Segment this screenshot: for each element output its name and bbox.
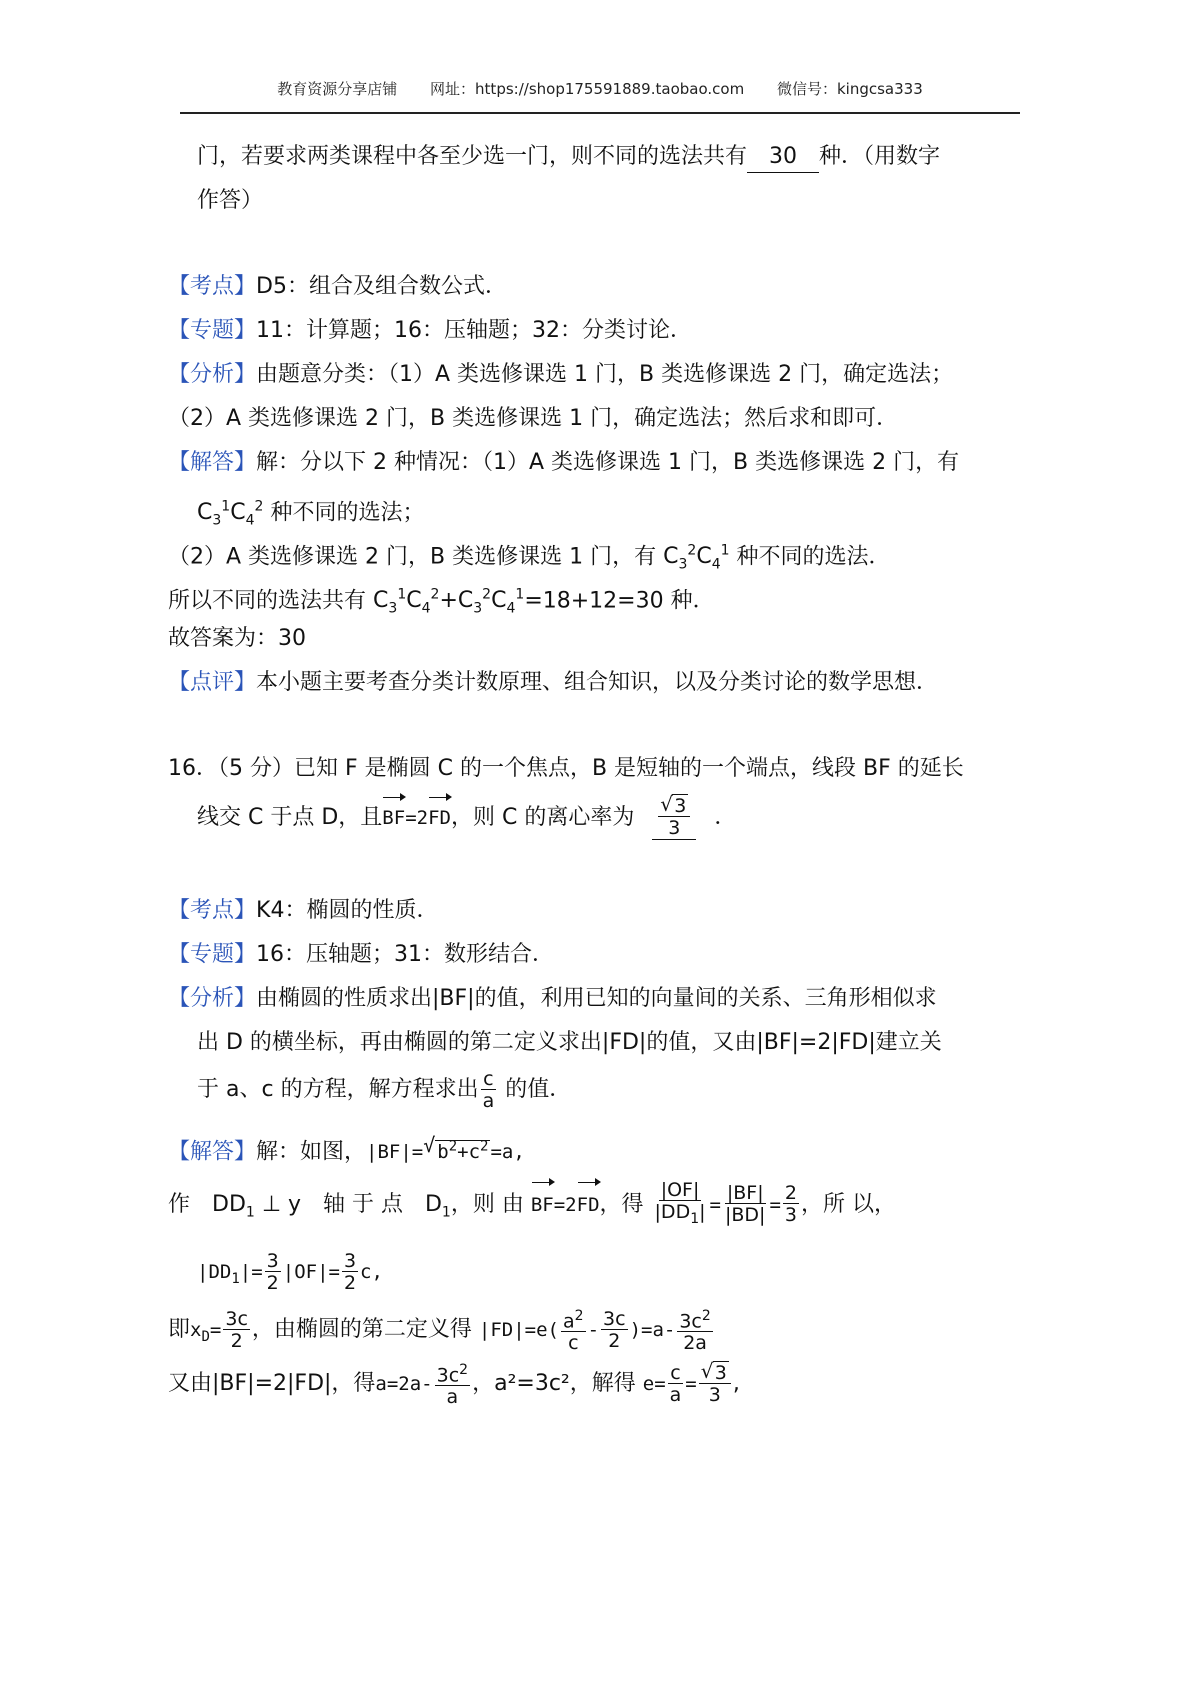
q15-jieda4: 所以不同的选法共有 $C_3^1C_4^2+C_3^2C_4^1=18+12=30$ 种．: [168, 587, 715, 617]
q15-jieda3: （2）A 类选修课选 2 门，B 类选修课选 1 门，有 $C_3^2C_4^1$ 种不同的选法．: [168, 543, 891, 573]
fraction-c-over-a: $\frac{c}{a}$: [482, 1067, 495, 1112]
q16-fenxi2: 出 D 的横坐标，再由椭圆的第二定义求出|FD|的值，又由|BF|=2|FD|建立关: [197, 1030, 942, 1055]
ratio-bf-bd: $\frac{|BF|}{|BD|}$: [724, 1182, 766, 1227]
q15-kaodian: 【考点】D5：组合及组合数公式．: [168, 274, 507, 299]
wechat-id: 微信号：kingcsa333: [776, 80, 923, 98]
q16-answer: √ $\frac{3}{3}$: [634, 796, 714, 840]
q16-kaodian: 【考点】K4：椭圆的性质．: [168, 898, 439, 923]
q15-line2: 作答）: [197, 188, 264, 213]
jieda-tag: 【解答】: [168, 1139, 257, 1165]
zhuanti-tag: 【专题】: [168, 942, 257, 967]
q15-line1: 门，若要求两类课程中各至少选一门，则不同的选法共有 30 种．（用数字: [197, 142, 940, 173]
q15-answer: 30: [747, 142, 819, 173]
kaodian-tag: 【考点】: [168, 898, 257, 923]
combination-expr: $C_3^2C_4^1$: [663, 543, 730, 573]
vector-equation: BF=2FD: [382, 807, 451, 829]
page-header: [180, 78, 1020, 114]
bf-length-expr: |BF|=√ $b^2+c^2 =a$,: [366, 1141, 525, 1163]
q15-jieda1: 【解答】解：分以下 2 种情况：（1）A 类选修课选 1 门，B 类选修课选 2 门，有: [168, 450, 960, 475]
kaodian-tag: 【考点】: [168, 274, 257, 299]
fenxi-tag: 【分析】: [168, 362, 257, 387]
q16-jieda2: 作 $DD_1$ ⊥ y 轴 于 点 $D_1$，则 由 BF=2FD，得 $\frac{|OF|}{|DD_1|}$ = $\frac{|BF|}{|BD|}$ = $\frac{2}{3}$ ，所 以，: [168, 1180, 896, 1236]
q16-jieda4: 即$x_D=$ $\frac{3c}{2}$ ，由椭圆的第二定义得 |FD|=e( $\frac{a^2}{c}$ - $\frac{3c}{2}$ )=a- $\frac{3c^2}{2a}$: [168, 1307, 711, 1355]
shop-website: 网址：https://shop175591889.taobao.com: [430, 80, 745, 98]
q15-fenxi1: 【分析】由题意分类：（1）A 类选修课选 1 门，B 类选修课选 2 门，确定选法；: [168, 362, 954, 387]
q16-fenxi1: 【分析】由椭圆的性质求出|BF|的值，利用已知的向量间的关系、三角形相似求: [168, 986, 937, 1011]
ratio-of-dd1: $\frac{|OF|}{|DD_1|}$: [654, 1179, 706, 1227]
zhuanti-tag: 【专题】: [168, 318, 257, 343]
combination-sum: $C_3^1C_4^2+C_3^2C_4^1$: [373, 587, 525, 617]
jieda-tag: 【解答】: [168, 450, 257, 475]
vector-equation: BF=2FD: [531, 1194, 600, 1216]
q15-jieda2: $C_3^1C_4^2$ 种不同的选法；: [197, 499, 425, 529]
q16-jieda5: 又由|BF|=2|FD|，得a=2a- $\frac{3c^2}{a}$ ，a²=3c²，解得 e= $\frac{c}{a}$ = √ $\frac{3}{3}$ ,: [168, 1360, 740, 1408]
q15-answer-line: 故答案为：30: [168, 626, 306, 651]
q15-fenxi2: （2）A 类选修课选 2 门，B 类选修课选 1 门，确定选法；然后求和即可．: [168, 406, 899, 431]
fenxi-tag: 【分析】: [168, 986, 257, 1011]
dianping-tag: 【点评】: [168, 670, 257, 695]
q16-line1: 16．（5 分）已知 F 是椭圆 C 的一个焦点，B 是短轴的一个端点，线段 BF 的延长: [168, 756, 964, 781]
q16-line2: 线交 C 于点 D，且BF=2FD，则 C 的离心率为 √ $\frac{3}{3}$ ．: [197, 796, 736, 840]
combination-expr: $C_3^1C_4^2$: [197, 499, 264, 529]
shop-name: 教育资源分享店铺: [277, 80, 398, 98]
q16-zhuanti: 【专题】16：压轴题；31：数形结合．: [168, 942, 555, 967]
q16-jieda3: $|DD_1|=$ $\frac{3}{2}$ |OF|= $\frac{3}{2}$ c,: [197, 1249, 383, 1294]
fraction-2-3: $\frac{2}{3}$: [784, 1182, 797, 1227]
q15-zhuanti: 【专题】11：计算题；16：压轴题；32：分类讨论．: [168, 318, 692, 343]
q16-fenxi3: 于 a、c 的方程，解方程求出 $\frac{c}{a}$ 的值．: [197, 1067, 572, 1112]
q16-jieda1: 【解答】解：如图，|BF|=√ $b^2+c^2 =a$,: [168, 1132, 525, 1167]
q15-dianping: 【点评】本小题主要考查分类计数原理、组合知识，以及分类讨论的数学思想．: [168, 670, 939, 695]
